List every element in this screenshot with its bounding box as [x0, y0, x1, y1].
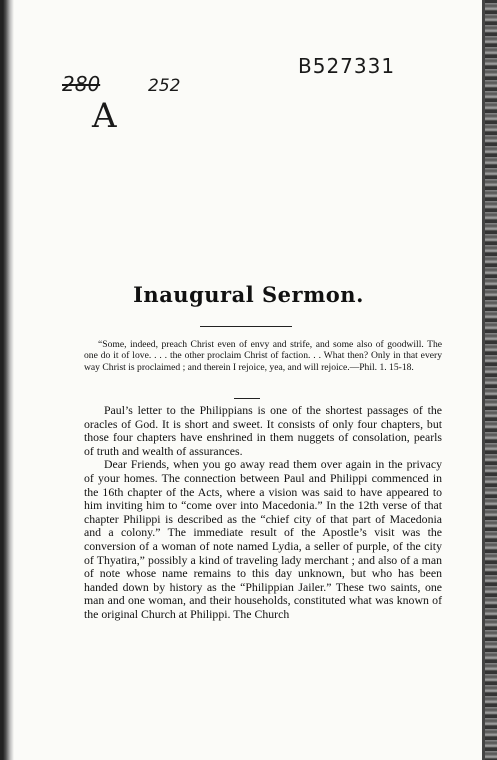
handwritten-number: 252 [148, 76, 181, 96]
epigraph-text: “Some, indeed, preach Christ even of envy and strife, and some also of goodwill. The one do it of love. . . . the other proclaim Christ of faction. . . What then? Only in that every way Christ is proclaimed ; and therein I rejoice, yea, and will rejoice.—Phil. 1. 15-18. [84, 339, 442, 373]
handwritten-struck-number: 280 [62, 72, 101, 96]
epigraph [84, 339, 442, 373]
body-paragraph: Paul’s letter to the Philippians is one of the shortest passages of the oracles of God. It is short and sweet. It consists of only four chapters, but those four chapters have enshrined in them nuggets of consolation, pearls of truth and wealth of assurances. [84, 403, 442, 458]
handwritten-letter: A [92, 96, 117, 136]
page-right-edge [485, 0, 497, 760]
title-divider [200, 326, 292, 327]
handwritten-call-number: B527331 [298, 54, 396, 78]
page-binding-edge [0, 0, 14, 760]
sermon-body [84, 404, 442, 622]
sermon-title: Inaugural Sermon. [133, 282, 364, 307]
epigraph-divider [234, 398, 260, 399]
body-paragraph: Dear Friends, when you go away read them over again in the privacy of your homes. The connection between Paul and Philippi commenced in the 16th chapter of the Acts, where a vision was said to have appeared to him inviting him to “come over into Macedonia.” In the 12th verse of that chapter Philippi is described as the “chief city of that part of Macedonia and a colony.” The immediate result of the Apostle’s visit was the conversion of a woman of note named Lydia, a seller of purple, of the city of Thyatira,” possibly a kind of traveling lady merchant ; and also of a man of note whose name remains to this day unknown, but who has been handed down by history as the “Philippian Jailer.” These two saints, one man and one woman, and their households, constituted what was known of the original Church at Philippi. The Church [84, 457, 442, 621]
